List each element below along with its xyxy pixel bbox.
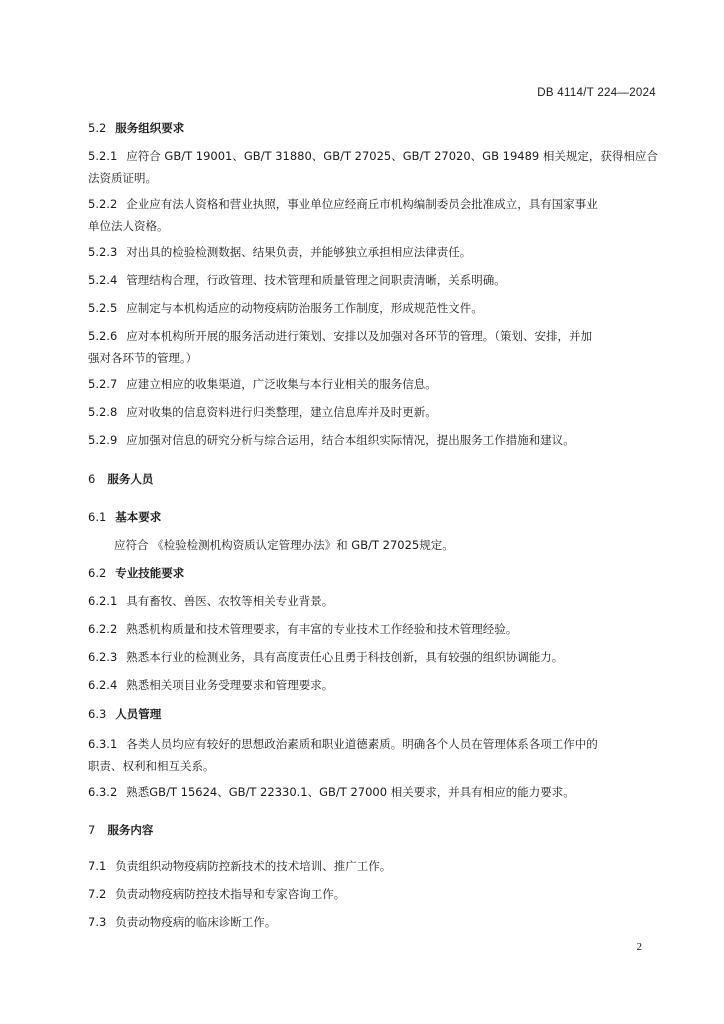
clause-continuation: 法资质证明。 (88, 171, 157, 185)
clause: 5.2.5 应制定与本机构适应的动物疫病防治服务工作制度，形成规范性文件。 (88, 301, 483, 315)
clause: 5.2.6 应对本机构所开展的服务活动进行策划、安排以及加强对各环节的管理。（策划、安排，并加 (88, 329, 593, 343)
clause: 6.2.3 熟悉本行业的检测业务，具有高度责任心且勇于科技创新，具有较强的组织协调能力。 (88, 650, 564, 664)
clause: 5.2.1 应符合 GB/T 19001、GB/T 31880、GB/T 27025、GB/T 27020、GB 19489 相关规定，获得相应合 (88, 149, 658, 163)
clause: 7.1 负责组织动物疫病防控新技术的技术培训、推广工作。 (88, 859, 392, 873)
clause-continuation: 单位法人资格。 (88, 219, 169, 233)
section-heading: 6 服务人员 (88, 472, 154, 486)
clause: 6.3.2 熟悉GB/T 15624、GB/T 22330.1、GB/T 27000 相关要求，并具有相应的能力要求。 (88, 785, 575, 799)
subsection-heading: 6.1 基本要求 (88, 510, 162, 524)
section-heading: 7 服务内容 (88, 823, 154, 837)
subsection-heading: 5.2 服务组织要求 (88, 121, 185, 135)
paragraph: 应符合 《检验检测机构资质认定管理办法》和 GB/T 27025规定。 (114, 538, 454, 552)
clause: 5.2.9 应加强对信息的研究分析与综合运用，结合本组织实际情况，提出服务工作措施和建议。 (88, 433, 575, 447)
document-code-header: DB 4114/T 224—2024 (537, 87, 656, 99)
clause: 6.3.1 各类人员均应有较好的思想政治素质和职业道德素质。明确各个人员在管理体系各项工作中的 (88, 737, 598, 751)
subsection-heading: 6.2 专业技能要求 (88, 566, 185, 580)
clause: 6.2.2 熟悉机构质量和技术管理要求，有丰富的专业技术工作经验和技术管理经验。 (88, 622, 518, 636)
clause: 6.2.4 熟悉相关项目业务受理要求和管理要求。 (88, 678, 334, 692)
clause: 7.3 负责动物疫病的临床诊断工作。 (88, 915, 277, 929)
clause: 5.2.3 对出具的检验检测数据、结果负责，并能够独立承担相应法律责任。 (88, 245, 472, 259)
clause: 5.2.4 管理结构合理，行政管理、技术管理和质量管理之间职责清晰，关系明确。 (88, 273, 506, 287)
clause-continuation: 强对各环节的管理。） (88, 351, 198, 365)
clause: 7.2 负责动物疫病防控技术指导和专家咨询工作。 (88, 887, 346, 901)
page-number: 2 (636, 941, 642, 953)
clause: 6.2.1 具有畜牧、兽医、农牧等相关专业背景。 (88, 594, 334, 608)
clause: 5.2.7 应建立相应的收集渠道，广泛收集与本行业相关的服务信息。 (88, 377, 437, 391)
clause-continuation: 职责、权利和相互关系。 (88, 759, 215, 773)
clause: 5.2.8 应对收集的信息资料进行归类整理，建立信息库并及时更新。 (88, 405, 437, 419)
subsection-heading: 6.3 人员管理 (88, 707, 162, 721)
clause: 5.2.2 企业应有法人资格和营业执照，事业单位应经商丘市机构编制委员会批准成立，具有国家事业 (88, 197, 598, 211)
